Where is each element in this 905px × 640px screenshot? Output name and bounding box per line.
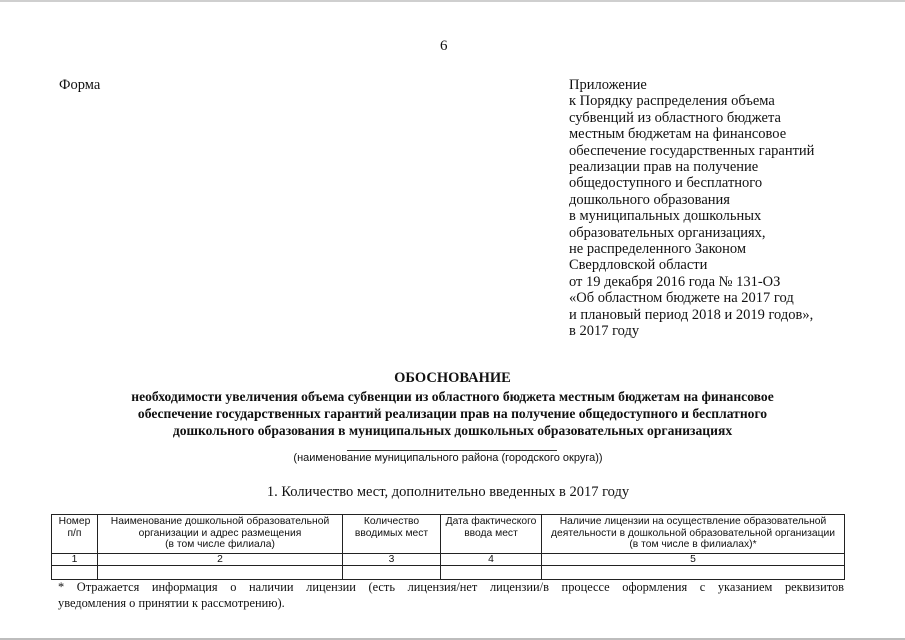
header-number: Номер п/п <box>52 515 98 554</box>
appendix-line: дошкольного образования <box>569 191 730 208</box>
column-number: 4 <box>441 554 542 566</box>
subtitle-line: дошкольного образования в муниципальных дошкольных образовательных организациях <box>172 423 733 438</box>
column-number-row <box>52 554 845 566</box>
appendix-line: Свердловской области <box>569 257 708 274</box>
appendix-line: субвенций из областного бюджета <box>569 109 781 126</box>
appendix-line: местным бюджетам на финансовое <box>569 126 787 143</box>
footnote-line: * Отражается информация о наличии лицензии (есть лицензия/нет лицензии/в процессе оформления с указанием реквизитов <box>58 580 844 594</box>
appendix-line: к Порядку распределения объема <box>569 93 775 110</box>
appendix-line: в муниципальных дошкольных <box>569 208 762 225</box>
header-commission-date: Дата фактического ввода мест <box>441 515 542 554</box>
column-number: 3 <box>343 554 441 566</box>
table-cell[interactable] <box>343 566 441 580</box>
appendix-line: и плановый период 2018 и 2019 годов», <box>569 306 814 323</box>
section-title: 1. Количество мест, дополнительно введенных в 2017 году <box>266 484 630 500</box>
appendix-line: реализации прав на получение <box>569 159 759 176</box>
table-cell[interactable] <box>542 566 845 580</box>
page-number: 6 <box>440 38 448 54</box>
document-subtitle <box>40 388 865 439</box>
header-places-count: Количество вводимых мест <box>343 515 441 554</box>
column-number: 1 <box>52 554 98 566</box>
appendix-block <box>569 77 899 340</box>
header-license: Наличие лицензии на осуществление образовательной деятельности в дошкольной образовательной организации (в том числе в филиалах)* <box>542 515 845 554</box>
document-heading: ОБОСНОВАНИЕ <box>394 370 511 386</box>
appendix-line: «Об областном бюджете на 2017 год <box>569 290 794 307</box>
places-table <box>51 514 845 580</box>
subtitle-line: обеспечение государственных гарантий реализации прав на получение общедоступного и бесплатного <box>137 406 768 421</box>
table-row <box>52 566 845 580</box>
appendix-line: не распределенного Законом <box>569 241 747 258</box>
appendix-line: в 2017 году <box>569 323 640 340</box>
table-header-row <box>52 515 845 554</box>
appendix-line: Приложение <box>569 77 647 93</box>
footnote <box>58 580 844 611</box>
table-cell[interactable] <box>98 566 343 580</box>
table-cell[interactable] <box>52 566 98 580</box>
footnote-line: уведомления о принятии к рассмотрению). <box>58 595 285 610</box>
form-label: Форма <box>59 77 101 93</box>
municipality-caption: (наименование муниципального района (городского округа)) <box>293 452 603 464</box>
municipality-fill-line <box>347 450 557 451</box>
column-number: 2 <box>98 554 343 566</box>
subtitle-line: необходимости увеличения объема субвенции из областного бюджета местным бюджетам на финансовое <box>131 389 774 404</box>
appendix-line: общедоступного и бесплатного <box>569 175 763 192</box>
table-cell[interactable] <box>441 566 542 580</box>
scan-top-edge <box>0 0 905 2</box>
appendix-line: обеспечение государственных гарантий <box>569 142 815 159</box>
header-organization: Наименование дошкольной образовательной организации и адрес размещения (в том числе филиала) <box>98 515 343 554</box>
column-number: 5 <box>542 554 845 566</box>
appendix-line: образовательных организациях, <box>569 224 766 241</box>
appendix-line: от 19 декабря 2016 года № 131-ОЗ <box>569 273 781 290</box>
